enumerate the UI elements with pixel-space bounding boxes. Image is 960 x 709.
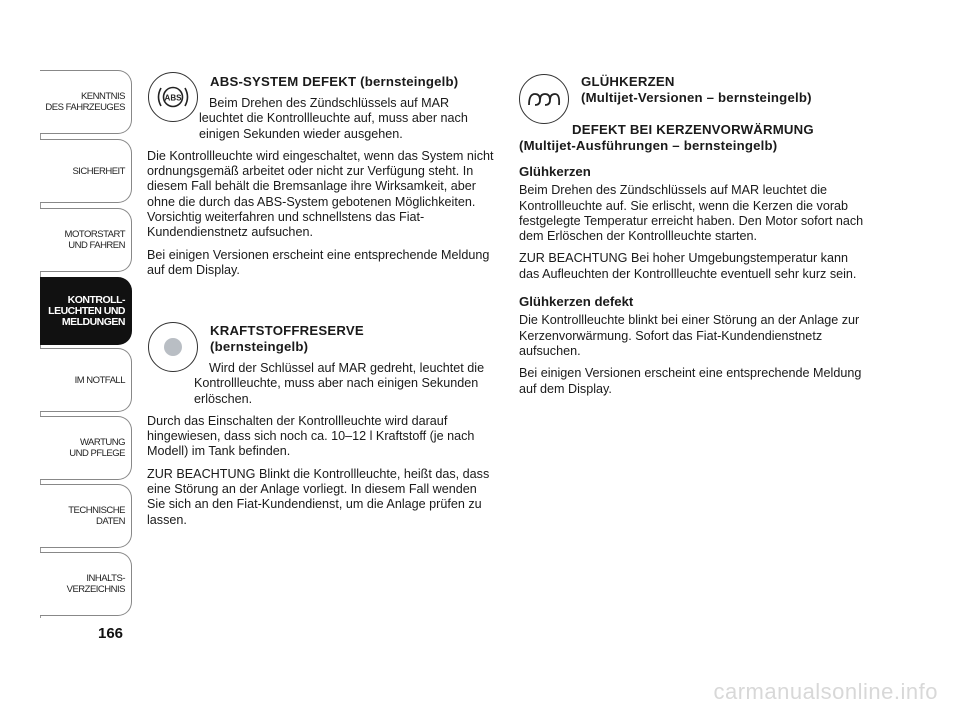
tab-wartung-und-pflege[interactable]	[40, 416, 132, 480]
tab-motorstart-und-fahren[interactable]	[40, 208, 132, 272]
watermark: carmanualsonline.info	[713, 679, 938, 704]
tab-label: INHALTS- VERZEICHNIS	[66, 573, 125, 595]
glow-subheading-gluehkerzen: Glühkerzen	[519, 164, 591, 179]
tab-sicherheit[interactable]	[40, 139, 132, 203]
glow-paragraph-3: Die Kontrollleuchte blinkt bei einer Störung an der Anlage zur Kerzenvorwärmung. Sofort das Fiat-Kundendienstnetz aufsuchen.	[519, 313, 860, 358]
tab-kenntnis-des-fahrzeuges[interactable]	[40, 70, 132, 134]
tab-kontrollleuchten-und-meldungen[interactable]	[40, 277, 132, 345]
glow-title-line-1: GLÜHKERZEN	[581, 74, 675, 89]
glow-paragraph-4: Bei einigen Versionen erscheint eine entsprechende Meldung auf dem Display.	[519, 366, 862, 396]
page-number: 166	[98, 625, 124, 642]
glow-paragraph-2: ZUR BEACHTUNG Bei hoher Umgebungstemperatur kann das Aufleuchten der Kontrollleuchte eventuell sehr kurz sein.	[519, 251, 857, 281]
glow-plug-section	[519, 74, 869, 404]
abs-paragraph-1: Die Kontrollleuchte wird eingeschaltet, wenn das System nicht ordnungsgemäß arbeitet oder nicht zur Verfügung steht. In diesem Fall behält die Bremsanlage ihre Wirksamkeit, aber ohne die durch das ABS-System gebotenen Möglichkeiten. Vorsichtig weiterfahren und schnellstens das Fiat-Kundendienstnetz aufsuchen.	[147, 148, 494, 240]
fuel-title-line-1: KRAFTSTOFFRESERVE	[210, 323, 364, 338]
fuel-title-line-2: (bernsteingelb)	[210, 339, 309, 354]
tab-label: KENNTNIS DES FAHRZEUGES	[45, 91, 125, 113]
abs-paragraph-2: Bei einigen Versionen erscheint eine entsprechende Meldung auf dem Display.	[147, 247, 490, 277]
svg-text:ABS: ABS	[164, 93, 182, 103]
fuel-paragraph-1: Durch das Einschalten der Kontrollleuchte wird darauf hingewiesen, dass sich noch ca. 10–12 l Kraftstoff (je nach Modell) im Tank befinden.	[147, 413, 475, 459]
tab-label: KONTROLL- LEUCHTEN UND MELDUNGEN	[48, 293, 125, 328]
glow-section-heading-2: (Multijet-Ausführungen – bernsteingelb)	[519, 138, 778, 153]
fuel-intro: Wird der Schlüssel auf MAR gedreht, leuchtet die Kontrollleuchte, muss aber nach einigen Sekunden erlöschen.	[194, 361, 485, 406]
fuel-section	[147, 323, 495, 535]
glow-section-heading-1: DEFEKT BEI KERZENVORWÄRMUNG	[572, 122, 814, 137]
tab-label: SICHERHEIT	[72, 165, 125, 177]
abs-intro: Beim Drehen des Zündschlüssels auf MAR leuchtet die Kontrollleuchte auf, muss aber nach einigen Sekunden wieder ausgehen.	[199, 96, 468, 141]
tab-label: MOTORSTART UND FAHREN	[64, 229, 125, 251]
glow-title-line-2: (Multijet-Versionen – bernsteingelb)	[581, 90, 812, 105]
tab-label: TECHNISCHE DATEN	[68, 505, 125, 527]
tab-label: IM NOTFALL	[74, 374, 125, 386]
tab-label: WARTUNG UND PFLEGE	[69, 437, 125, 459]
glow-paragraph-1: Beim Drehen des Zündschlüssels auf MAR leuchtet die Kontrollleuchte auf. Sie erlischt, wenn die Kerzen die vorab festgelegte Temperatur erreicht haben. Den Motor sofort nach dem Erlöschen der Kontrollleuchte starten.	[519, 183, 864, 244]
tab-im-notfall[interactable]	[40, 348, 132, 412]
abs-section	[147, 74, 495, 285]
fuel-paragraph-2: ZUR BEACHTUNG Blinkt die Kontrollleuchte, heißt das, dass eine Störung an der Anlage vorliegt. In diesem Fall wenden Sie sich an den Fiat-Kundendienst, um die Anlage prüfen zu lassen.	[147, 466, 490, 527]
tab-technische-daten[interactable]	[40, 484, 132, 548]
abs-title: ABS-SYSTEM DEFEKT (bernsteingelb)	[210, 74, 459, 89]
glow-subheading-defekt: Glühkerzen defekt	[519, 294, 634, 310]
tab-inhaltsverzeichnis[interactable]	[40, 552, 132, 616]
